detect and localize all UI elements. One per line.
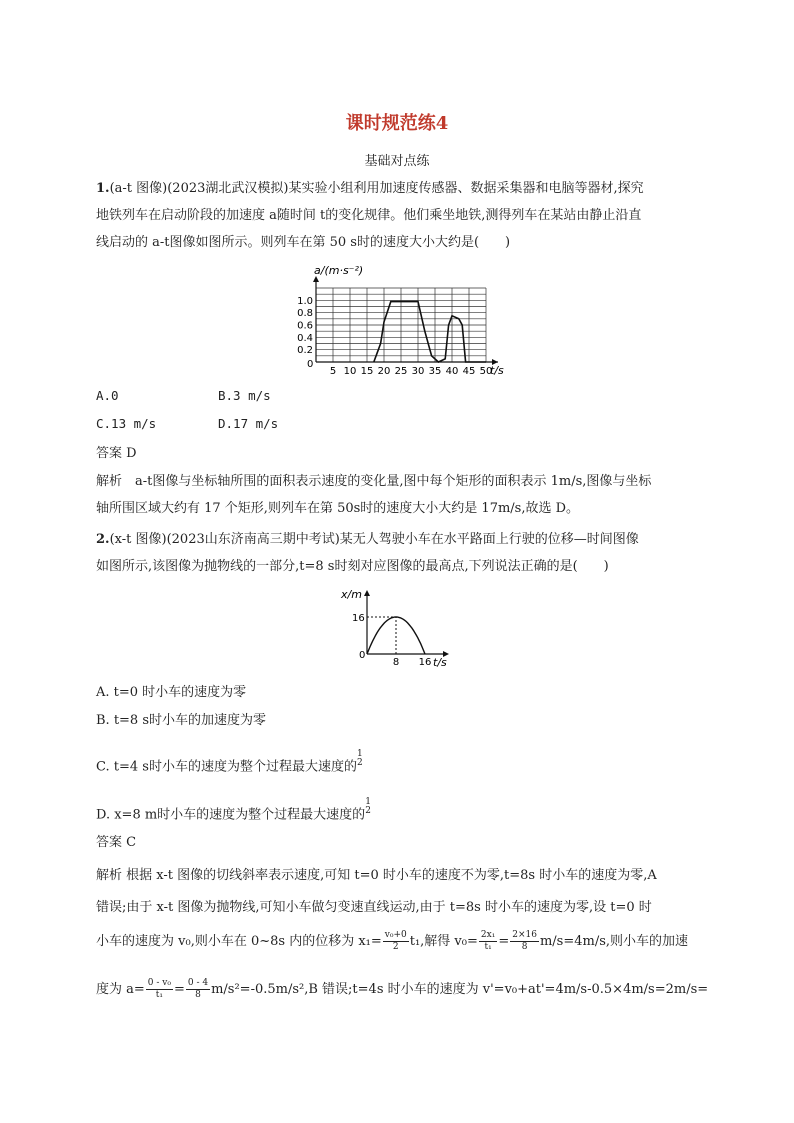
q2-option-a: A. t=0 时小车的速度为零 <box>96 685 247 700</box>
chart-x-t-ylabel: x/m <box>341 588 362 601</box>
q1-option-a: A.0 <box>96 388 119 403</box>
fraction-denominator: 2 <box>392 942 399 952</box>
chart-x-t <box>335 586 465 672</box>
chart-x-t-xtick-label: 8 <box>392 657 400 668</box>
fraction-2x16-over-8 <box>510 930 539 953</box>
q1-option-c: C.13 m/s <box>96 416 157 431</box>
fraction-numerator: 2x₁ <box>480 930 496 940</box>
chart-a-t-xtick-label: 15 <box>360 366 374 377</box>
q2-option-c <box>96 750 363 777</box>
chart-a-t-grid <box>316 288 486 362</box>
exp3-text-b: t₁,解得 v₀= <box>409 934 478 949</box>
q1-explanation-2: 轴所围区域大约有 17 个矩形,则列车在第 50s时的速度大小大约是 17m/s,故选 D。 <box>96 501 580 516</box>
q2-line2: 如图所示,该图像为抛物线的一部分,t=8 s时刻对应图像的最高点,下列说法正确的是( ) <box>96 559 609 574</box>
chart-a-t-origin: 0 <box>307 359 314 370</box>
exp4-text-c: m/s²=-0.5m/s²,B 错误;t=4s 时小车的速度为 v'=v₀+at'=4m/s-0.5×4m/s=2m/s= <box>211 982 709 997</box>
chart-a-t <box>290 262 530 380</box>
fraction-denominator: 8 <box>521 942 528 952</box>
q2-text-1: (x-t 图像)(2023山东济南高三期中考试)某无人驾驶小车在水平路面上行驶的位移—时间图像 <box>109 532 639 547</box>
fraction-denominator: 2 <box>365 806 371 816</box>
fraction-denominator: t₁ <box>484 942 492 952</box>
chart-a-t-ylabel: a/(m·s⁻²) <box>314 264 364 277</box>
fraction-numerator: 1 <box>356 749 363 759</box>
chart-x-t-origin: 0 <box>359 650 366 661</box>
chart-a-t-xtick-label: 10 <box>343 366 357 377</box>
exp4-text-a: 度为 a= <box>96 982 145 997</box>
fraction-numerator: 0 - v₀ <box>147 978 171 988</box>
chart-a-t-xtick-label: 40 <box>445 366 459 377</box>
chart-x-t-xtick-label: 16 <box>418 657 432 668</box>
q1-line3: 线启动的 a-t图像如图所示。则列车在第 50 s时的速度大小大约是( ) <box>96 235 511 250</box>
chart-x-t-xlabel: t/s <box>433 656 447 669</box>
q1-answer: 答案 D <box>96 446 137 461</box>
exp3-text-a: 小车的速度为 v₀,则小车在 0~8s 内的位移为 x₁= <box>96 934 382 949</box>
q2-option-c-text: C. t=4 s时小车的速度为整个过程最大速度的 <box>96 759 357 775</box>
fraction-numerator: 2×16 <box>512 930 537 940</box>
q1-text-1: (a-t 图像)(2023湖北武汉模拟)某实验小组利用加速度传感器、数据采集器和电脑等器材,探究 <box>109 181 644 196</box>
chart-a-t-xtick-label: 25 <box>394 366 408 377</box>
fraction-denominator: 8 <box>195 990 201 1000</box>
q1-line1 <box>96 179 644 199</box>
chart-a-t-ytick-label: 1.0 <box>297 295 313 307</box>
q2-line1 <box>96 530 639 550</box>
chart-a-t-xtick-label: 5 <box>329 366 337 377</box>
q2-option-d <box>96 798 371 825</box>
q2-explanation-3 <box>96 930 688 953</box>
chart-a-t-ytick-label: 0.8 <box>297 308 313 320</box>
q1-line2: 地铁列车在启动阶段的加速度 a随时间 t的变化规律。他们乘坐地铁,测得列车在某站由静止沿直 <box>96 208 642 223</box>
exp3-text-c: = <box>498 934 510 949</box>
fraction-0-4-over-8 <box>186 978 210 1001</box>
fraction-2x1-over-t1 <box>479 930 497 953</box>
q2-option-b: B. t=8 s时小车的加速度为零 <box>96 713 267 728</box>
chart-x-t-axes <box>364 590 449 657</box>
fraction-numerator: v₀+0 <box>384 930 407 940</box>
chart-a-t-xlabel: t/s <box>490 364 504 377</box>
chart-x-t-dashed-guides <box>367 617 396 654</box>
page-title: 课时规范练4 <box>345 113 449 134</box>
fraction-v0-over-2 <box>383 930 409 953</box>
chart-a-t-xtick-label: 20 <box>377 366 391 377</box>
chart-a-t-xtick-label: 35 <box>428 366 442 377</box>
chart-a-t-xtick-label: 45 <box>462 366 476 377</box>
chart-a-t-ytick-label: 0.2 <box>297 345 313 357</box>
fraction-0-v0-over-t1 <box>146 978 173 1001</box>
q1-option-b: B.3 m/s <box>218 388 271 403</box>
fraction-numerator: 1 <box>365 797 371 807</box>
chart-x-t-ytick: 16 <box>352 613 365 624</box>
q2-explanation-2: 错误;由于 x-t 图像为抛物线,可知小车做匀变速直线运动,由于 t=8s 时小车的速度为零,设 t=0 时 <box>96 900 652 915</box>
chart-a-t-ytick-label: 0.4 <box>297 332 313 344</box>
exp3-text-d: m/s=4m/s,则小车的加速 <box>539 934 689 949</box>
section-heading: 基础对点练 <box>364 154 430 169</box>
q2-option-c-fraction <box>357 750 363 768</box>
q2-number: 2. <box>96 532 110 547</box>
q1-number: 1. <box>96 181 110 196</box>
q2-explanation-4 <box>96 978 708 1001</box>
chart-a-t-xtick-label: 30 <box>411 366 425 377</box>
exp4-text-b: = <box>173 982 185 997</box>
chart-a-t-xtick-label: 50 <box>479 366 493 377</box>
fraction-denominator: t₁ <box>155 990 163 1000</box>
q1-explanation-1: 解析 a-t图像与坐标轴所围的面积表示速度的变化量,图中每个矩形的面积表示 1m/s,图像与坐标 <box>96 474 652 489</box>
chart-a-t-axes <box>313 276 498 365</box>
q2-answer: 答案 C <box>96 835 137 850</box>
q2-option-d-text: D. x=8 m时小车的速度为整个过程最大速度的 <box>96 807 366 823</box>
q1-option-d: D.17 m/s <box>218 416 279 431</box>
q2-option-d-fraction <box>365 798 371 816</box>
fraction-denominator: 2 <box>356 758 363 768</box>
chart-a-t-ytick-label: 0.6 <box>297 320 313 332</box>
q2-explanation-1: 解析 根据 x-t 图像的切线斜率表示速度,可知 t=0 时小车的速度不为零,t=8s 时小车的速度为零,A <box>96 868 657 883</box>
fraction-numerator: 0 - 4 <box>187 978 209 988</box>
